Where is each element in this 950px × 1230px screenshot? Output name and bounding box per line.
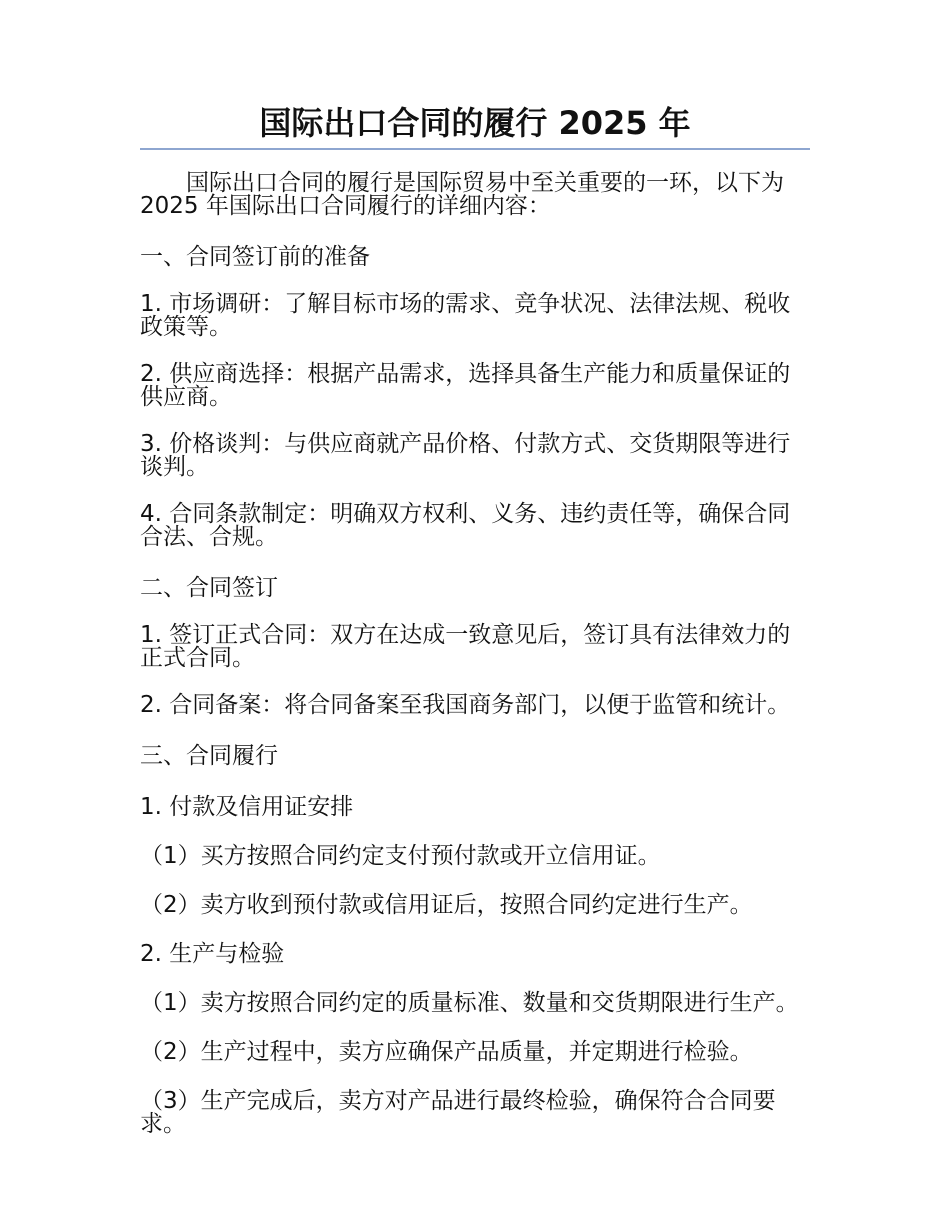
section3-sub2-item-1: （1）卖方按照合同约定的质量标准、数量和交货期限进行生产。 [140, 990, 799, 1016]
section3-sub1-title: 1. 付款及信用证安排 [140, 794, 354, 820]
section1-item-4: 4. 合同条款制定：明确双方权利、义务、违约责任等，确保合同合法、合规。 [140, 501, 791, 550]
intro-paragraph: 国际出口合同的履行是国际贸易中至关重要的一环，以下为 2025 年国际出口合同履行的详细内容： [140, 170, 784, 219]
document-title: 国际出口合同的履行 2025 年 [140, 100, 810, 150]
section3-sub1-item-1: （1）买方按照合同约定支付预付款或开立信用证。 [140, 843, 661, 869]
section2-item-2: 2. 合同备案：将合同备案至我国商务部门，以便于监管和统计。 [140, 692, 791, 718]
section1-item-3: 3. 价格谈判：与供应商就产品价格、付款方式、交货期限等进行谈判。 [140, 431, 791, 480]
section3-heading: 三、合同履行 [140, 743, 278, 769]
section2-item-1: 1. 签订正式合同：双方在达成一致意见后，签订具有法律效力的正式合同。 [140, 622, 791, 671]
document-page [140, 100, 810, 1136]
section1-item-1: 1. 市场调研：了解目标市场的需求、竞争状况、法律法规、税收政策等。 [140, 291, 791, 340]
section3-sub2-item-3: （3）生产完成后，卖方对产品进行最终检验，确保符合合同要求。 [140, 1088, 776, 1137]
section3-sub2-item-2: （2）生产过程中，卖方应确保产品质量，并定期进行检验。 [140, 1039, 753, 1065]
section2-heading: 二、合同签订 [140, 575, 278, 601]
section1-item-2: 2. 供应商选择：根据产品需求，选择具备生产能力和质量保证的供应商。 [140, 361, 791, 410]
section3-sub2-title: 2. 生产与检验 [140, 941, 285, 967]
section3-sub1-item-2: （2）卖方收到预付款或信用证后，按照合同约定进行生产。 [140, 892, 753, 918]
section1-heading: 一、合同签订前的准备 [140, 244, 370, 270]
